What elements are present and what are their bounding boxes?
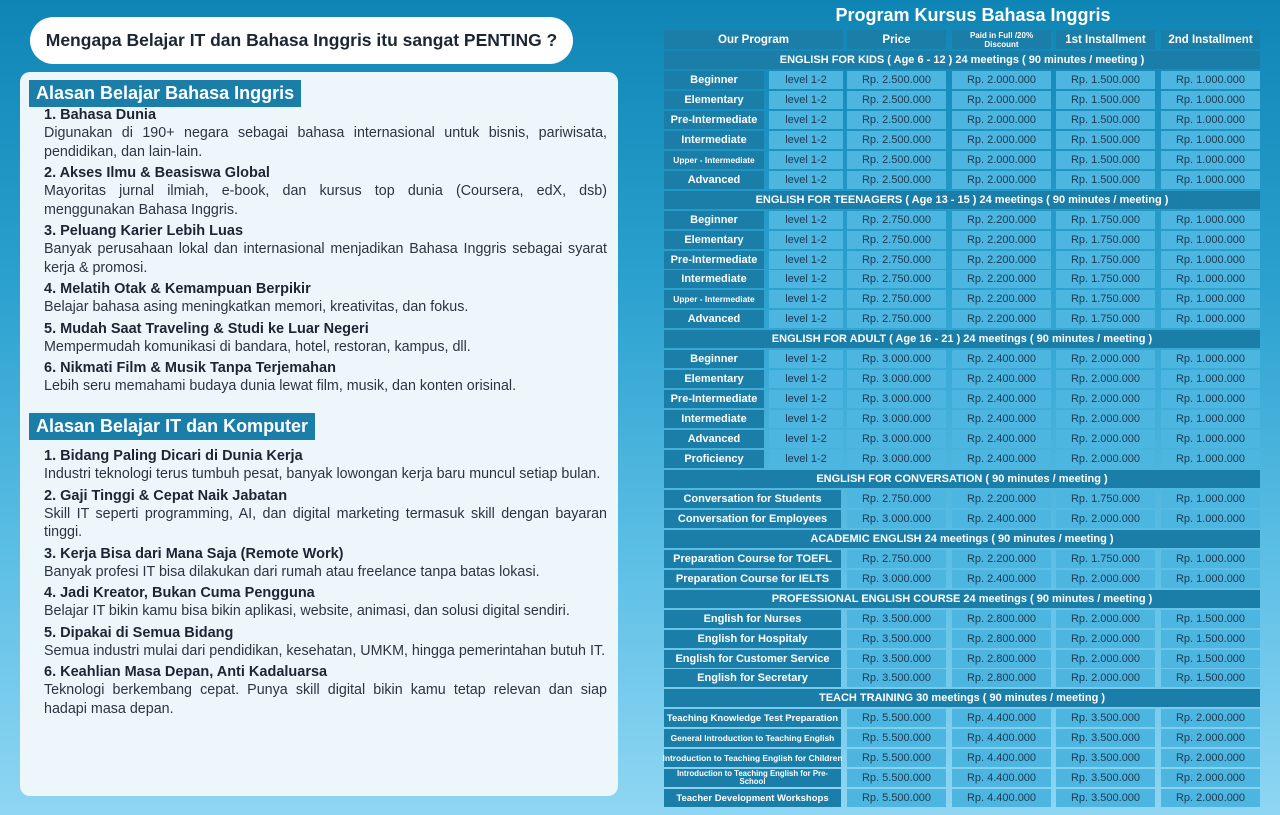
discount-price-cell: Rp. 2.800.000 <box>952 630 1051 648</box>
first-installment-cell: Rp. 1.500.000 <box>1056 151 1155 169</box>
program-name: Intermediate <box>664 131 764 149</box>
program-name: Intermediate <box>664 410 764 428</box>
program-name: General Introduction to Teaching English <box>664 729 841 747</box>
table-row <box>664 211 1260 229</box>
price-cell: Rp. 3.000.000 <box>847 370 946 388</box>
reason-title: 6. Keahlian Masa Depan, Anti Kadaluarsa <box>44 664 328 680</box>
first-installment-cell: Rp. 2.000.000 <box>1056 510 1155 528</box>
price-cell: Rp. 2.500.000 <box>847 71 946 89</box>
second-installment-cell: Rp. 1.000.000 <box>1161 91 1260 109</box>
program-name: Proficiency <box>664 450 764 468</box>
table-row <box>664 151 1260 169</box>
program-table-title: Program Kursus Bahasa Inggris <box>835 5 1111 25</box>
discount-price-cell: Rp. 2.000.000 <box>952 111 1051 129</box>
first-installment-cell: Rp. 1.750.000 <box>1056 211 1155 229</box>
discount-price-cell: Rp. 2.400.000 <box>952 370 1051 388</box>
level-cell: level 1-2 <box>769 350 843 368</box>
first-installment-cell: Rp. 2.000.000 <box>1056 410 1155 428</box>
program-name: Elementary <box>664 231 764 249</box>
table-row <box>664 410 1260 428</box>
second-installment-cell: Rp. 1.000.000 <box>1161 310 1260 328</box>
second-installment-cell: Rp. 1.000.000 <box>1161 231 1260 249</box>
program-name: Conversation for Students <box>664 490 841 508</box>
program-name: Beginner <box>664 350 764 368</box>
discount-price-cell: Rp. 4.400.000 <box>952 769 1051 787</box>
reason-title: 3. Peluang Karier Lebih Luas <box>44 223 244 239</box>
second-installment-cell: Rp. 2.000.000 <box>1161 789 1260 807</box>
group-header: ENGLISH FOR CONVERSATION ( 90 minutes / meeting ) <box>664 470 1260 488</box>
second-installment-cell: Rp. 1.000.000 <box>1161 410 1260 428</box>
price-cell: Rp. 2.500.000 <box>847 151 946 169</box>
level-cell: level 1-2 <box>769 131 843 149</box>
table-row <box>664 789 1260 807</box>
first-installment-cell: Rp. 2.000.000 <box>1056 390 1155 408</box>
column-header: 2nd Installment <box>1161 30 1260 49</box>
price-cell: Rp. 3.000.000 <box>847 390 946 408</box>
group-header: ENGLISH FOR KIDS ( Age 6 - 12 ) 24 meetings ( 90 minutes / meeting ) <box>664 51 1260 69</box>
price-cell: Rp. 3.000.000 <box>847 430 946 448</box>
price-cell: Rp. 2.750.000 <box>847 251 946 269</box>
price-cell: Rp. 3.000.000 <box>847 570 946 588</box>
reason-desc: Mempermudah komunikasi di bandara, hotel, restoran, kampus, dll. <box>44 338 471 355</box>
program-name: Upper - Intermediate <box>664 151 764 169</box>
table-row <box>664 370 1260 388</box>
level-cell: level 1-2 <box>769 91 843 109</box>
second-installment-cell: Rp. 1.500.000 <box>1161 630 1260 648</box>
discount-price-cell: Rp. 2.000.000 <box>952 71 1051 89</box>
second-installment-cell: Rp. 1.000.000 <box>1161 570 1260 588</box>
price-cell: Rp. 3.500.000 <box>847 650 946 668</box>
first-installment-cell: Rp. 1.750.000 <box>1056 270 1155 288</box>
price-cell: Rp. 2.750.000 <box>847 550 946 568</box>
program-name: Advanced <box>664 171 764 189</box>
price-cell: Rp. 2.750.000 <box>847 310 946 328</box>
level-cell: level 1-2 <box>769 231 843 249</box>
first-installment-cell: Rp. 2.000.000 <box>1056 350 1155 368</box>
second-installment-cell: Rp. 1.500.000 <box>1161 669 1260 687</box>
first-installment-cell: Rp. 3.500.000 <box>1056 709 1155 727</box>
second-installment-cell: Rp. 1.000.000 <box>1161 350 1260 368</box>
program-name: Pre-Intermediate <box>664 390 764 408</box>
reason-title: 1. Bidang Paling Dicari di Dunia Kerja <box>44 448 303 464</box>
level-cell: level 1-2 <box>769 71 843 89</box>
program-name: Teacher Development Workshops <box>664 789 841 807</box>
reason-desc: Lebih seru memahami budaya dunia lewat film, musik, dan konten orisinal. <box>44 378 517 394</box>
second-installment-cell: Rp. 2.000.000 <box>1161 749 1260 767</box>
column-header: Paid in Full /20% Discount <box>952 30 1051 49</box>
discount-price-cell: Rp. 2.000.000 <box>952 131 1051 149</box>
list-item <box>44 320 607 357</box>
price-cell: Rp. 2.750.000 <box>847 211 946 229</box>
second-installment-cell: Rp. 1.000.000 <box>1161 251 1260 269</box>
discount-price-cell: Rp. 2.400.000 <box>952 450 1051 468</box>
table-row <box>664 171 1260 189</box>
price-cell: Rp. 2.750.000 <box>847 490 946 508</box>
first-installment-cell: Rp. 2.000.000 <box>1056 630 1155 648</box>
first-installment-cell: Rp. 3.500.000 <box>1056 729 1155 747</box>
first-installment-cell: Rp. 2.000.000 <box>1056 370 1155 388</box>
reason-desc: Belajar IT bikin kamu bisa bikin aplikasi, website, animasi, dan solusi digital sendiri. <box>44 603 570 619</box>
discount-price-cell: Rp. 2.200.000 <box>952 270 1051 288</box>
discount-price-cell: Rp. 2.400.000 <box>952 570 1051 588</box>
list-item <box>44 164 607 219</box>
level-cell: level 1-2 <box>769 151 843 169</box>
second-installment-cell: Rp. 1.000.000 <box>1161 171 1260 189</box>
list-item <box>44 663 607 718</box>
reasons-panel <box>20 72 618 796</box>
discount-price-cell: Rp. 2.400.000 <box>952 430 1051 448</box>
program-name: English for Nurses <box>664 610 841 628</box>
second-installment-cell: Rp. 1.000.000 <box>1161 450 1260 468</box>
discount-price-cell: Rp. 2.200.000 <box>952 310 1051 328</box>
program-name: English for Hospitaly <box>664 630 841 648</box>
price-cell: Rp. 2.500.000 <box>847 111 946 129</box>
column-header: 1st Installment <box>1056 30 1155 49</box>
second-installment-cell: Rp. 1.000.000 <box>1161 71 1260 89</box>
first-installment-cell: Rp. 3.500.000 <box>1056 749 1155 767</box>
second-installment-cell: Rp. 1.000.000 <box>1161 510 1260 528</box>
table-row <box>664 390 1260 408</box>
table-row <box>664 71 1260 89</box>
table-row <box>664 650 1260 668</box>
second-installment-cell: Rp. 1.000.000 <box>1161 390 1260 408</box>
table-row <box>664 231 1260 249</box>
discount-price-cell: Rp. 2.200.000 <box>952 490 1051 508</box>
price-cell: Rp. 3.000.000 <box>847 350 946 368</box>
first-installment-cell: Rp. 1.750.000 <box>1056 310 1155 328</box>
first-installment-cell: Rp. 1.750.000 <box>1056 290 1155 308</box>
list-item <box>44 584 607 621</box>
reason-desc: Skill IT seperti programming, AI, dan digital marketing termasuk skill dengan bayaran tinggi. <box>44 505 607 540</box>
table-row <box>664 131 1260 149</box>
discount-price-cell: Rp. 2.400.000 <box>952 410 1051 428</box>
reason-title: 3. Kerja Bisa dari Mana Saja (Remote Work) <box>44 545 344 562</box>
level-cell: level 1-2 <box>769 211 843 229</box>
list-item <box>44 222 607 277</box>
second-installment-cell: Rp. 1.500.000 <box>1161 610 1260 628</box>
table-row <box>664 91 1260 109</box>
discount-price-cell: Rp. 2.800.000 <box>952 669 1051 687</box>
table-row <box>664 350 1260 368</box>
price-cell: Rp. 5.500.000 <box>847 709 946 727</box>
section-title-it: Alasan Belajar IT dan Komputer <box>29 413 315 440</box>
level-cell: level 1-2 <box>769 171 843 189</box>
table-row <box>664 111 1260 129</box>
level-cell: level 1-2 <box>769 390 843 408</box>
reason-desc: Semua industri mulai dari pendidikan, kesehatan, UMKM, hingga pemerintahan butuh IT. <box>44 642 606 659</box>
program-name: Pre-Intermediate <box>664 111 764 129</box>
table-row <box>664 550 1260 568</box>
program-name: Preparation Course for TOEFL <box>664 550 841 568</box>
level-cell: level 1-2 <box>769 290 843 308</box>
group-header: ENGLISH FOR ADULT ( Age 16 - 21 ) 24 meetings ( 90 minutes / meeting ) <box>664 330 1260 348</box>
price-cell: Rp. 2.500.000 <box>847 91 946 109</box>
program-name: Conversation for Employees <box>664 510 841 528</box>
first-installment-cell: Rp. 2.000.000 <box>1056 570 1155 588</box>
discount-price-cell: Rp. 4.400.000 <box>952 729 1051 747</box>
second-installment-cell: Rp. 1.000.000 <box>1161 111 1260 129</box>
program-name: Beginner <box>664 211 764 229</box>
list-item <box>44 624 607 661</box>
first-installment-cell: Rp. 1.500.000 <box>1056 131 1155 149</box>
second-installment-cell: Rp. 1.000.000 <box>1161 270 1260 288</box>
price-cell: Rp. 3.500.000 <box>847 669 946 687</box>
reason-desc: Belajar bahasa asing meningkatkan memori, kreativitas, dan fokus. <box>44 299 469 315</box>
price-cell: Rp. 3.000.000 <box>847 410 946 428</box>
level-cell: level 1-2 <box>769 430 843 448</box>
reason-title: 2. Gaji Tinggi & Cepat Naik Jabatan <box>44 487 288 504</box>
price-cell: Rp. 2.750.000 <box>847 231 946 249</box>
price-cell: Rp. 5.500.000 <box>847 729 946 747</box>
second-installment-cell: Rp. 1.000.000 <box>1161 290 1260 308</box>
reason-title: 4. Jadi Kreator, Bukan Cuma Pengguna <box>44 585 315 601</box>
reason-desc: Teknologi berkembang cepat. Punya skill digital bikin kamu tetap relevan dan siap hadapi masa depan. <box>44 682 607 717</box>
discount-price-cell: Rp. 2.200.000 <box>952 290 1051 308</box>
program-name: Introduction to Teaching English for Children <box>664 749 841 767</box>
first-installment-cell: Rp. 1.500.000 <box>1056 111 1155 129</box>
discount-price-cell: Rp. 2.000.000 <box>952 91 1051 109</box>
discount-price-cell: Rp. 2.200.000 <box>952 550 1051 568</box>
first-installment-cell: Rp. 1.750.000 <box>1056 251 1155 269</box>
discount-price-cell: Rp. 2.200.000 <box>952 211 1051 229</box>
level-cell: level 1-2 <box>769 410 843 428</box>
table-row <box>664 430 1260 448</box>
program-name: Pre-Intermediate <box>664 251 764 269</box>
table-row <box>664 270 1260 288</box>
discount-price-cell: Rp. 4.400.000 <box>952 709 1051 727</box>
price-cell: Rp. 5.500.000 <box>847 769 946 787</box>
table-row <box>664 630 1260 648</box>
reason-title: 2. Akses Ilmu & Beasiswa Global <box>44 165 270 181</box>
price-cell: Rp. 5.500.000 <box>847 749 946 767</box>
second-installment-cell: Rp. 1.000.000 <box>1161 211 1260 229</box>
first-installment-cell: Rp. 1.750.000 <box>1056 550 1155 568</box>
table-row <box>664 310 1260 328</box>
headline: Mengapa Belajar IT dan Bahasa Inggris itu sangat PENTING ? <box>30 17 573 64</box>
table-row <box>664 570 1260 588</box>
reason-desc: Banyak perusahaan lokal dan internasional menjadikan Bahasa Inggris sebagai syarat kerja & promosi. <box>44 241 607 276</box>
table-row <box>664 749 1260 767</box>
list-item <box>44 447 607 484</box>
level-cell: level 1-2 <box>769 370 843 388</box>
discount-price-cell: Rp. 2.200.000 <box>952 251 1051 269</box>
discount-price-cell: Rp. 2.000.000 <box>952 171 1051 189</box>
price-cell: Rp. 3.000.000 <box>847 450 946 468</box>
english-reasons-list <box>44 106 607 399</box>
table-row <box>664 510 1260 528</box>
reason-title: 5. Dipakai di Semua Bidang <box>44 624 234 641</box>
first-installment-cell: Rp. 3.500.000 <box>1056 769 1155 787</box>
level-cell: level 1-2 <box>769 270 843 288</box>
program-name: Teaching Knowledge Test Preparation <box>664 709 841 727</box>
second-installment-cell: Rp. 1.000.000 <box>1161 550 1260 568</box>
list-item <box>44 359 607 396</box>
reason-desc: Digunakan di 190+ negara sebagai bahasa internasional untuk bisnis, pariwisata, pendidikan, dan lain-lain. <box>44 125 607 160</box>
first-installment-cell: Rp. 2.000.000 <box>1056 669 1155 687</box>
second-installment-cell: Rp. 1.000.000 <box>1161 131 1260 149</box>
table-row <box>664 729 1260 747</box>
discount-price-cell: Rp. 4.400.000 <box>952 789 1051 807</box>
discount-price-cell: Rp. 2.800.000 <box>952 650 1051 668</box>
reason-title: 1. Bahasa Dunia <box>44 107 157 123</box>
discount-price-cell: Rp. 2.400.000 <box>952 510 1051 528</box>
level-cell: level 1-2 <box>769 251 843 269</box>
program-name: Intermediate <box>664 270 764 288</box>
price-cell: Rp. 3.500.000 <box>847 610 946 628</box>
first-installment-cell: Rp. 2.000.000 <box>1056 450 1155 468</box>
program-name: Advanced <box>664 310 764 328</box>
reason-desc: Industri teknologi terus tumbuh pesat, banyak lowongan kerja baru muncul setiap bulan. <box>44 466 601 482</box>
list-item <box>44 545 607 582</box>
level-cell: level 1-2 <box>769 310 843 328</box>
program-name: Advanced <box>664 430 764 448</box>
table-row <box>664 769 1260 787</box>
first-installment-cell: Rp. 1.750.000 <box>1056 231 1155 249</box>
group-header: ENGLISH FOR TEENAGERS ( Age 13 - 15 ) 24 meetings ( 90 minutes / meeting ) <box>664 191 1260 209</box>
second-installment-cell: Rp. 1.500.000 <box>1161 650 1260 668</box>
table-row <box>664 490 1260 508</box>
reason-desc: Mayoritas jurnal ilmiah, e-book, dan kursus top dunia (Coursera, edX, dsb) menggunakan Bahasa Inggris. <box>44 183 607 218</box>
discount-price-cell: Rp. 4.400.000 <box>952 749 1051 767</box>
program-table-header <box>664 30 1260 49</box>
program-name: Introduction to Teaching English for Pre-School <box>664 769 841 787</box>
first-installment-cell: Rp. 1.500.000 <box>1056 71 1155 89</box>
price-cell: Rp. 3.000.000 <box>847 510 946 528</box>
program-name: Upper - Intermediate <box>664 290 764 308</box>
list-item <box>44 487 607 542</box>
it-reasons-list <box>44 447 607 721</box>
price-cell: Rp. 2.500.000 <box>847 131 946 149</box>
second-installment-cell: Rp. 1.000.000 <box>1161 430 1260 448</box>
discount-price-cell: Rp. 2.400.000 <box>952 390 1051 408</box>
reason-desc: Banyak profesi IT bisa dilakukan dari rumah atau freelance tanpa batas lokasi. <box>44 563 540 580</box>
first-installment-cell: Rp. 1.500.000 <box>1056 91 1155 109</box>
level-cell: level 1-2 <box>769 450 843 468</box>
table-row <box>664 450 1260 468</box>
list-item <box>44 106 607 161</box>
discount-price-cell: Rp. 2.400.000 <box>952 350 1051 368</box>
first-installment-cell: Rp. 2.000.000 <box>1056 430 1155 448</box>
program-name: Preparation Course for IELTS <box>664 570 841 588</box>
first-installment-cell: Rp. 1.750.000 <box>1056 490 1155 508</box>
first-installment-cell: Rp. 1.500.000 <box>1056 171 1155 189</box>
second-installment-cell: Rp. 2.000.000 <box>1161 709 1260 727</box>
price-cell: Rp. 2.500.000 <box>847 171 946 189</box>
program-name: English for Secretary <box>664 669 841 687</box>
reason-title: 5. Mudah Saat Traveling & Studi ke Luar Negeri <box>44 320 369 337</box>
table-row <box>664 610 1260 628</box>
first-installment-cell: Rp. 2.000.000 <box>1056 610 1155 628</box>
group-header: ACADEMIC ENGLISH 24 meetings ( 90 minutes / meeting ) <box>664 530 1260 548</box>
second-installment-cell: Rp. 1.000.000 <box>1161 490 1260 508</box>
second-installment-cell: Rp. 2.000.000 <box>1161 769 1260 787</box>
column-header: Price <box>847 30 946 49</box>
reason-title: 4. Melatih Otak & Kemampuan Berpikir <box>44 281 311 297</box>
discount-price-cell: Rp. 2.000.000 <box>952 151 1051 169</box>
program-name: Beginner <box>664 71 764 89</box>
list-item <box>44 280 607 317</box>
table-row <box>664 669 1260 687</box>
second-installment-cell: Rp. 1.000.000 <box>1161 151 1260 169</box>
table-row <box>664 709 1260 727</box>
price-cell: Rp. 2.750.000 <box>847 290 946 308</box>
price-cell: Rp. 3.500.000 <box>847 630 946 648</box>
discount-price-cell: Rp. 2.800.000 <box>952 610 1051 628</box>
level-cell: level 1-2 <box>769 111 843 129</box>
second-installment-cell: Rp. 2.000.000 <box>1161 729 1260 747</box>
program-name: Elementary <box>664 370 764 388</box>
column-header: Our Program <box>664 30 843 49</box>
first-installment-cell: Rp. 2.000.000 <box>1056 650 1155 668</box>
reason-title: 6. Nikmati Film & Musik Tanpa Terjemahan <box>44 360 336 376</box>
table-row <box>664 290 1260 308</box>
program-name: Elementary <box>664 91 764 109</box>
price-cell: Rp. 5.500.000 <box>847 789 946 807</box>
group-header: PROFESSIONAL ENGLISH COURSE 24 meetings ( 90 minutes / meeting ) <box>664 590 1260 608</box>
first-installment-cell: Rp. 3.500.000 <box>1056 789 1155 807</box>
group-header: TEACH TRAINING 30 meetings ( 90 minutes / meeting ) <box>664 689 1260 707</box>
table-row <box>664 251 1260 269</box>
program-name: English for Customer Service <box>664 650 841 668</box>
section-title-english: Alasan Belajar Bahasa Inggris <box>29 80 301 107</box>
discount-price-cell: Rp. 2.200.000 <box>952 231 1051 249</box>
second-installment-cell: Rp. 1.000.000 <box>1161 370 1260 388</box>
price-cell: Rp. 2.750.000 <box>847 270 946 288</box>
